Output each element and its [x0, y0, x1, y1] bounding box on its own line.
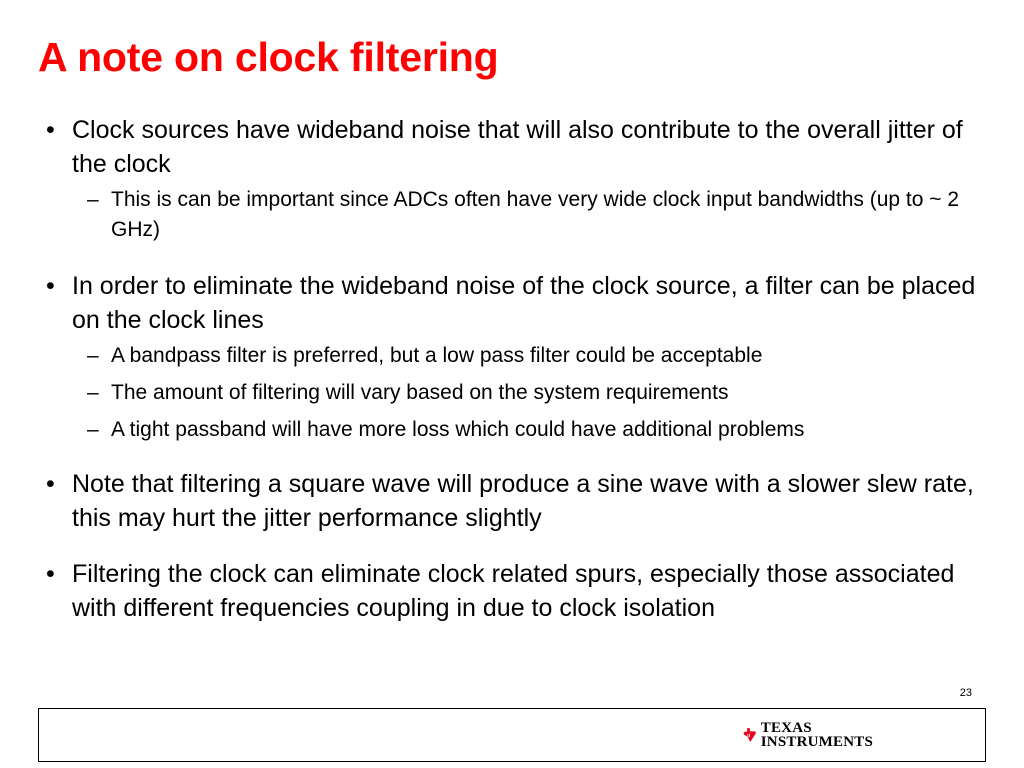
- sub-bullet-text: A tight passband will have more loss which could have additional problems: [111, 418, 805, 441]
- bullet-text: In order to eliminate the wideband noise of the clock source, a filter can be placed on the clock lines: [72, 272, 976, 334]
- bullet-text: Filtering the clock can eliminate clock related spurs, especially those associated with different frequencies coupling in due to clock isolation: [72, 560, 955, 622]
- bullet-marker: •: [46, 560, 55, 588]
- sub-bullet-item: [72, 415, 984, 445]
- bullet-item: [44, 467, 984, 535]
- texas-instruments-logo: [743, 717, 873, 753]
- sub-bullet-marker: –: [87, 418, 99, 441]
- page-number: 23: [959, 687, 972, 699]
- bullet-item: [44, 113, 984, 245]
- sub-bullet-item: [72, 341, 984, 371]
- sub-list: [72, 341, 984, 445]
- sub-list: [72, 185, 984, 245]
- sub-bullet-marker: –: [87, 188, 99, 211]
- sub-bullet-text: A bandpass filter is preferred, but a low pass filter could be acceptable: [111, 344, 763, 367]
- bullet-text: Clock sources have wideband noise that will also contribute to the overall jitter of the clock: [72, 116, 963, 178]
- bullet-item: [44, 557, 984, 625]
- ti-state-icon: [743, 719, 757, 751]
- bullet-marker: •: [46, 272, 55, 300]
- sub-bullet-item: [72, 185, 984, 245]
- sub-bullet-text: This is can be important since ADCs often have very wide clock input bandwidths (up to ~ 2 GHz): [111, 188, 960, 241]
- bullet-marker: •: [46, 116, 55, 144]
- sub-bullet-marker: –: [87, 344, 99, 367]
- bullet-text: Note that filtering a square wave will produce a sine wave with a slower slew rate, this may hurt the jitter performance slightly: [72, 470, 974, 532]
- ti-wordmark: [761, 721, 873, 749]
- ti-wordmark-line1: TEXAS: [760, 720, 812, 736]
- ti-wordmark-line2: INSTRUMENTS: [760, 734, 873, 750]
- bullet-marker: •: [46, 470, 55, 498]
- slide-title: A note on clock filtering: [38, 34, 499, 80]
- svg-text:ti: ti: [747, 733, 751, 739]
- bullet-list: [44, 113, 984, 637]
- sub-bullet-marker: –: [87, 381, 99, 404]
- sub-bullet-text: The amount of filtering will vary based on the system requirements: [111, 381, 729, 404]
- bullet-item: [44, 269, 984, 445]
- sub-bullet-item: [72, 378, 984, 408]
